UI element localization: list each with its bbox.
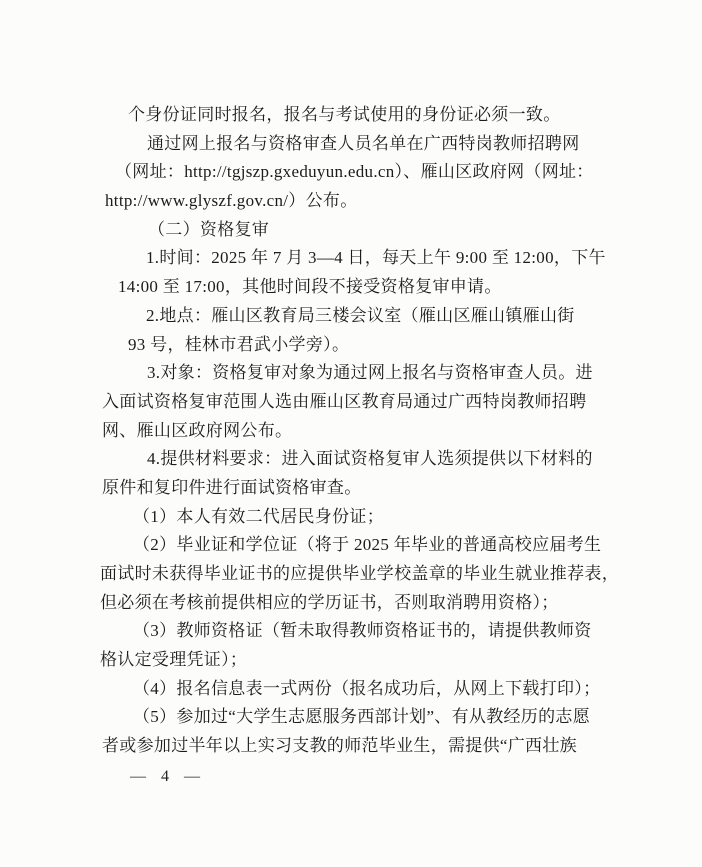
text-line: 93 号，桂林市君武小学旁）。: [128, 334, 350, 354]
text-line: （5）参加过“大学生志愿服务西部计划”、有从教经历的志愿: [133, 707, 590, 727]
text-line: 个身份证同时报名，报名与考试使用的身份证必须一致。: [128, 105, 561, 124]
text-line: 但必须在考核前提供相应的学历证书，否则取消聘用资格）；: [100, 592, 559, 612]
text-line: （2）毕业证和学位证（将于 2025 年毕业的普通高校应届考生: [133, 535, 602, 555]
text-line: 原件和复印件进行面试资格审查。: [102, 477, 362, 497]
text-line: （1）本人有效二代居民身份证；: [133, 506, 384, 526]
text-line: 面试时未获得毕业证书的应提供毕业学校盖章的毕业生就业推荐表，: [100, 564, 619, 583]
document-body: [100, 101, 619, 761]
text-line: 1.时间：2025 年 7 月 3—4 日，每天上午 9:00 至 12:00，下午: [146, 248, 606, 268]
text-line: （二）资格复审: [148, 219, 270, 239]
text-line: 2.地点：雁山区教育局三楼会议室（雁山区雁山镇雁山街: [146, 305, 575, 325]
text-line: （网址：http://tgjszp.gxeduyun.edu.cn）、雁山区政府网（网址：: [115, 162, 594, 182]
text-line: 14:00 至 17:00，其他时间段不接受资格复审申请。: [118, 277, 502, 297]
text-line: 者或参加过半年以上实习支教的师范毕业生，需提供“广西壮族: [102, 736, 577, 756]
text-line: （4）报名信息表一式两份（报名成功后，从网上下载打印）；: [133, 678, 601, 698]
page-footer: [100, 763, 612, 792]
text-line: 网、雁山区政府网公布。: [102, 420, 293, 440]
text-line: 格认定受理凭证）；: [100, 650, 248, 670]
page-number: — 4 —: [130, 768, 201, 785]
text-line: 入面试资格复审范围人选由雁山区教育局通过广西特岗教师招聘: [102, 391, 587, 411]
text-line: （3）教师资格证（暂未取得教师资格证书的，请提供教师资: [133, 621, 592, 641]
text-line: 3.对象：资格复审对象为通过网上报名与资格审查人员。进: [147, 363, 593, 383]
text-line: http://www.glyszf.gov.cn/）公布。: [105, 191, 358, 211]
text-line: 4.提供材料要求：进入面试资格复审人选须提供以下材料的: [147, 449, 593, 469]
text-line: 通过网上报名与资格审查人员名单在广西特岗教师招聘网: [147, 133, 580, 153]
